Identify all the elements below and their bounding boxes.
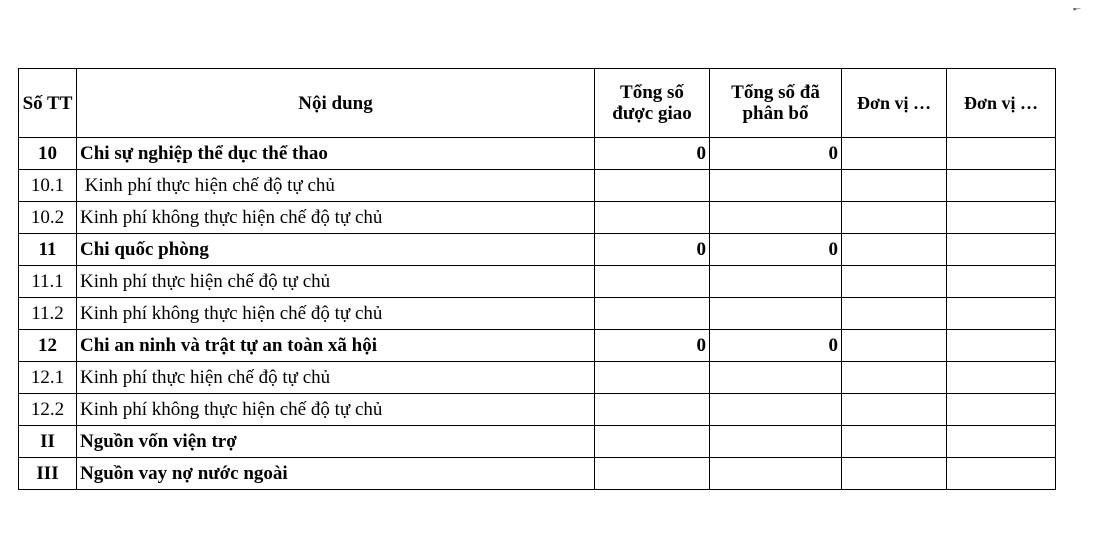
row-don-vi-1 bbox=[842, 458, 947, 490]
row-tong-so-duoc-giao bbox=[595, 394, 710, 426]
row-content: Kinh phí không thực hiện chế độ tự chủ bbox=[77, 394, 595, 426]
row-content: Kinh phí không thực hiện chế độ tự chủ bbox=[77, 202, 595, 234]
row-don-vi-2 bbox=[947, 202, 1056, 234]
row-don-vi-1 bbox=[842, 234, 947, 266]
budget-table bbox=[18, 68, 1056, 490]
row-content: Kinh phí không thực hiện chế độ tự chủ bbox=[77, 298, 595, 330]
row-tong-so-duoc-giao: 0 bbox=[595, 138, 710, 170]
row-tong-so-da-phan-bo bbox=[710, 202, 842, 234]
table-row bbox=[19, 394, 1056, 426]
table-row bbox=[19, 426, 1056, 458]
row-content: Chi an ninh và trật tự an toàn xã hội bbox=[77, 330, 595, 362]
table-row bbox=[19, 362, 1056, 394]
row-don-vi-1 bbox=[842, 170, 947, 202]
table-row bbox=[19, 202, 1056, 234]
header-don-vi-1: Đơn vị … bbox=[842, 69, 947, 138]
table-row bbox=[19, 266, 1056, 298]
row-tong-so-da-phan-bo bbox=[710, 458, 842, 490]
row-don-vi-2 bbox=[947, 362, 1056, 394]
row-tong-so-da-phan-bo: 0 bbox=[710, 234, 842, 266]
row-tong-so-duoc-giao bbox=[595, 266, 710, 298]
row-content: Chi sự nghiệp thể dục thể thao bbox=[77, 138, 595, 170]
table-row bbox=[19, 330, 1056, 362]
row-stt: 10 bbox=[19, 138, 77, 170]
row-don-vi-2 bbox=[947, 426, 1056, 458]
row-stt: III bbox=[19, 458, 77, 490]
scan-mark: ▪·̶ bbox=[1073, 4, 1078, 14]
row-stt: 10.1 bbox=[19, 170, 77, 202]
row-content: Kinh phí thực hiện chế độ tự chủ bbox=[77, 170, 595, 202]
row-content: Nguồn vay nợ nước ngoài bbox=[77, 458, 595, 490]
row-don-vi-2 bbox=[947, 330, 1056, 362]
header-noi-dung: Nội dung bbox=[77, 69, 595, 138]
row-don-vi-1 bbox=[842, 394, 947, 426]
row-don-vi-1 bbox=[842, 298, 947, 330]
row-tong-so-duoc-giao bbox=[595, 170, 710, 202]
row-don-vi-2 bbox=[947, 170, 1056, 202]
row-don-vi-1 bbox=[842, 426, 947, 458]
row-content: Kinh phí thực hiện chế độ tự chủ bbox=[77, 266, 595, 298]
row-stt: 11.1 bbox=[19, 266, 77, 298]
row-tong-so-da-phan-bo: 0 bbox=[710, 330, 842, 362]
table-row bbox=[19, 458, 1056, 490]
table-row bbox=[19, 234, 1056, 266]
table-body bbox=[19, 138, 1056, 490]
row-tong-so-da-phan-bo bbox=[710, 394, 842, 426]
header-tong-so-da-phan-bo: Tổng số đã phân bổ bbox=[710, 69, 842, 138]
row-don-vi-1 bbox=[842, 362, 947, 394]
table-header bbox=[19, 69, 1056, 138]
row-don-vi-2 bbox=[947, 138, 1056, 170]
row-stt: 10.2 bbox=[19, 202, 77, 234]
row-content: Kinh phí thực hiện chế độ tự chủ bbox=[77, 362, 595, 394]
row-tong-so-da-phan-bo: 0 bbox=[710, 138, 842, 170]
row-stt: 11 bbox=[19, 234, 77, 266]
row-don-vi-2 bbox=[947, 298, 1056, 330]
row-tong-so-duoc-giao: 0 bbox=[595, 330, 710, 362]
header-tong-so-duoc-giao: Tổng số được giao bbox=[595, 69, 710, 138]
row-don-vi-2 bbox=[947, 394, 1056, 426]
row-tong-so-da-phan-bo bbox=[710, 362, 842, 394]
row-stt: 12 bbox=[19, 330, 77, 362]
row-don-vi-1 bbox=[842, 266, 947, 298]
header-stt: Số TT bbox=[19, 69, 77, 138]
row-tong-so-da-phan-bo bbox=[710, 426, 842, 458]
row-don-vi-2 bbox=[947, 458, 1056, 490]
row-tong-so-duoc-giao bbox=[595, 458, 710, 490]
row-stt: 12.2 bbox=[19, 394, 77, 426]
row-stt: 11.2 bbox=[19, 298, 77, 330]
row-tong-so-da-phan-bo bbox=[710, 298, 842, 330]
row-tong-so-duoc-giao bbox=[595, 202, 710, 234]
row-don-vi-1 bbox=[842, 202, 947, 234]
header-don-vi-2: Đơn vị … bbox=[947, 69, 1056, 138]
row-stt: II bbox=[19, 426, 77, 458]
row-tong-so-da-phan-bo bbox=[710, 266, 842, 298]
row-tong-so-duoc-giao bbox=[595, 298, 710, 330]
table-row bbox=[19, 298, 1056, 330]
row-content: Chi quốc phòng bbox=[77, 234, 595, 266]
row-don-vi-2 bbox=[947, 234, 1056, 266]
row-content: Nguồn vốn viện trợ bbox=[77, 426, 595, 458]
row-don-vi-1 bbox=[842, 330, 947, 362]
table-row bbox=[19, 170, 1056, 202]
row-don-vi-2 bbox=[947, 266, 1056, 298]
row-tong-so-duoc-giao: 0 bbox=[595, 234, 710, 266]
row-tong-so-da-phan-bo bbox=[710, 170, 842, 202]
row-stt: 12.1 bbox=[19, 362, 77, 394]
row-tong-so-duoc-giao bbox=[595, 362, 710, 394]
row-tong-so-duoc-giao bbox=[595, 426, 710, 458]
row-don-vi-1 bbox=[842, 138, 947, 170]
table-row bbox=[19, 138, 1056, 170]
